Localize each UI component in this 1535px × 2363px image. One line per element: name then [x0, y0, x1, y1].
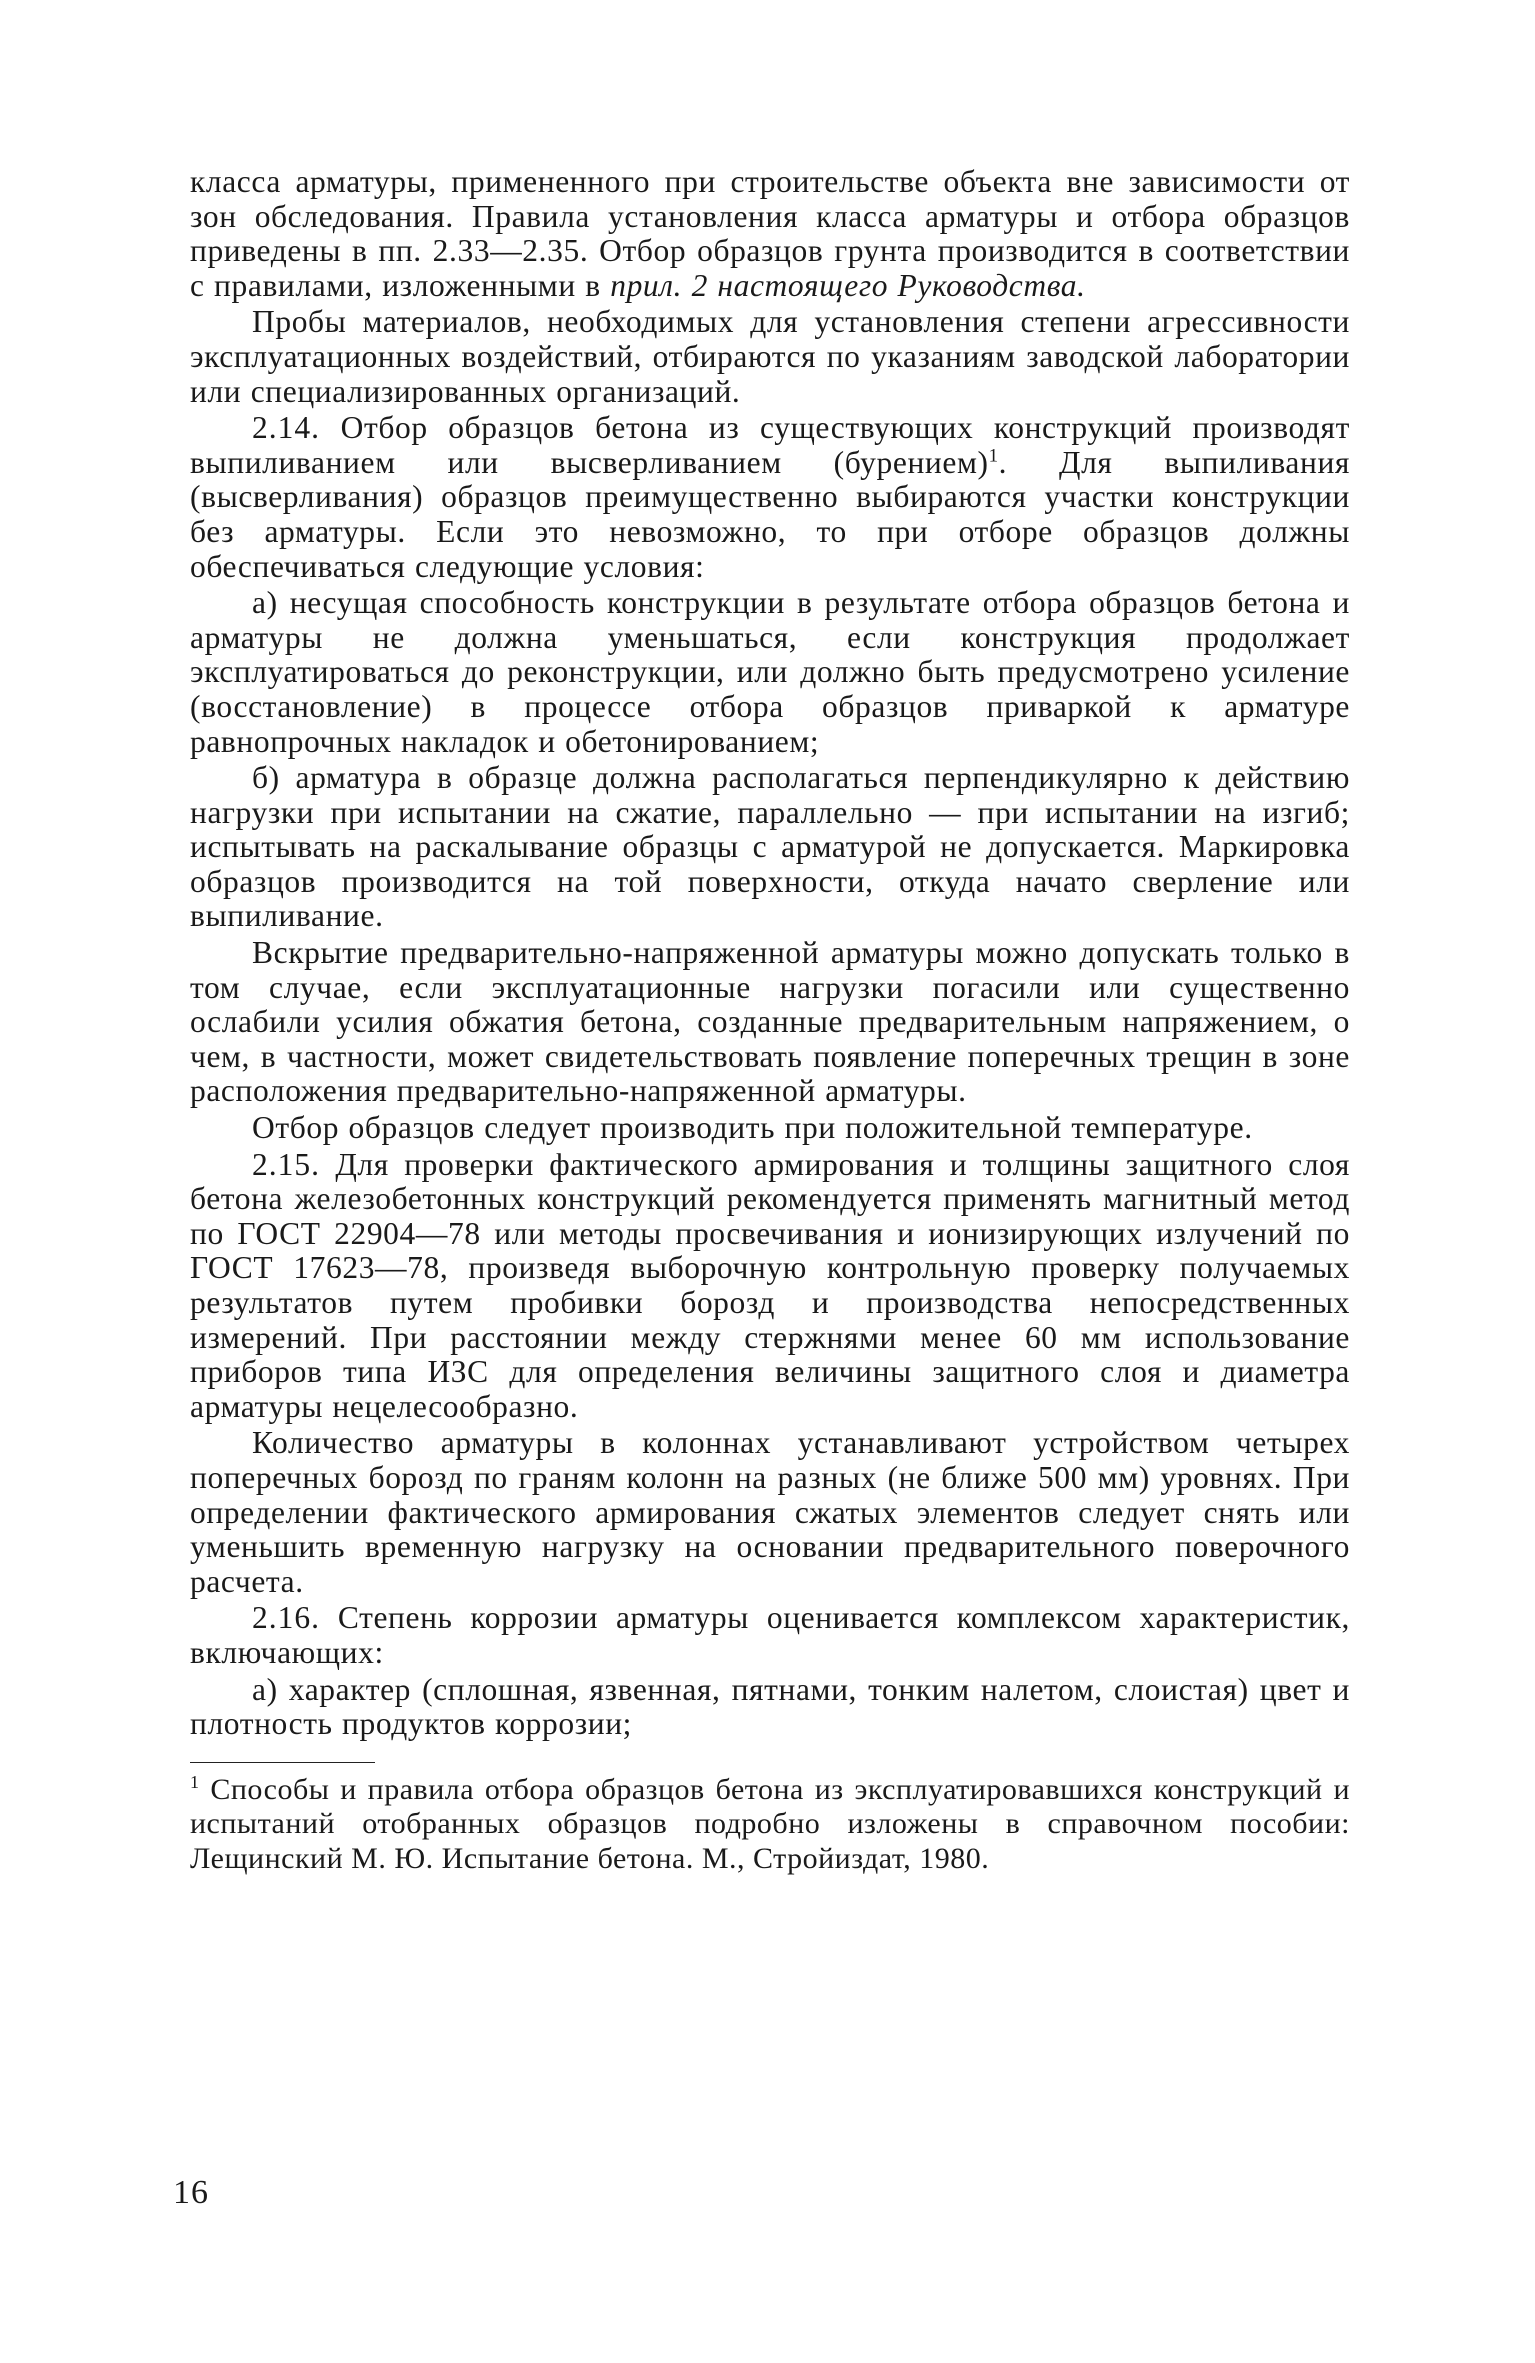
list-item-a [190, 586, 1350, 759]
paragraph-text: Для проверки фактического армирования и толщины защитного слоя бетона железобетонных конструкций рекомендуется применять магнитный метод по ГОСТ 22904—78 или методы просвечивания и ионизирующих излучений по ГОСТ 17623—78, произведя выборочную контрольную проверку получаемых результатов путем пробивки борозд и производства непосредственных измерений. При расстоянии между стержнями менее 60 мм использование приборов типа ИЗС для определения величины защитного слоя и диаметра арматуры нецелесообразно. [190, 1146, 1350, 1424]
list-item-a-corrosion [190, 1673, 1350, 1742]
paragraph-section-2-15 [190, 1148, 1350, 1425]
section-number: 2.16. [252, 1600, 320, 1636]
paragraph-text: б) арматура в образце должна располагаться перпендикулярно к действию нагрузки при испытании на сжатие, параллельно — при испытании на изгиб; испытывать на раскалывание образцы с арматурой не допускается. Маркировка образцов производится на той поверхности, откуда начато сверление или выпиливание. [190, 760, 1350, 934]
page-number: 16 [173, 2174, 209, 2211]
paragraph-italic-reference: прил. 2 настоящего Руководства. [610, 267, 1086, 303]
footnote-divider [190, 1762, 375, 1763]
page-content [190, 165, 1350, 1876]
paragraph-text: Отбор образцов бетона из существующих конструкций производят выпиливанием или высверливанием (бурением) [190, 410, 1350, 480]
paragraph-samples [190, 305, 1350, 409]
paragraph-text: Степень коррозии арматуры оценивается комплексом характеристик, включающих: [190, 1600, 1350, 1670]
paragraph-text: а) характер (сплошная, язвенная, пятнами, тонким налетом, слоистая) цвет и плотность продуктов коррозии; [190, 1671, 1350, 1742]
footnote-text: Способы и правила отбора образцов бетона из эксплуатировавшихся конструкций и испытаний отобранных образцов подробно изложены в справочном пособии: Лещинский М. Ю. Испытание бетона. М., Стройиздат, 1980. [190, 1772, 1350, 1875]
paragraph-text: Количество арматуры в колоннах устанавливают устройством четырех поперечных борозд по граням колонн на разных (не ближе 500 мм) уровнях. При определении фактического армирования сжатых элементов следует снять или уменьшить временную нагрузку на основании предварительного поверочного расчета. [190, 1425, 1350, 1599]
paragraph-text: . Для выпиливания (высверливания) образцов преимущественно выбираются участки конструкции без арматуры. Если это невозможно, то при отборе образцов должны обеспечиваться следующие условия: [190, 444, 1350, 584]
section-number: 2.14. [252, 410, 320, 446]
paragraph-text: Пробы материалов, необходимых для установления степени агрессивности эксплуатационных воздействий, отбираются по указаниям заводской лаборатории или специализированных организаций. [190, 304, 1350, 409]
paragraph-temperature [190, 1111, 1350, 1146]
paragraph-text: Отбор образцов следует производить при положительной температуре. [252, 1110, 1253, 1146]
paragraph-continuation [190, 165, 1350, 303]
paragraph-section-2-16 [190, 1601, 1350, 1670]
footnote [190, 1773, 1350, 1876]
paragraph-text: Вскрытие предварительно-напряженной арматуры можно допускать только в том случае, если эксплуатационные нагрузки погасили или существенно ослабили усилия обжатия бетона, созданные предварительным напряжением, о чем, в частности, может свидетельствовать появление поперечных трещин в зоне расположения предварительно-напряженной арматуры. [190, 935, 1350, 1109]
footnote-reference: 1 [988, 445, 999, 467]
paragraph-section-2-14 [190, 411, 1350, 584]
body-text [190, 165, 1350, 1742]
paragraph-prestressed [190, 936, 1350, 1109]
paragraph-text: класса арматуры, примененного при строительстве объекта вне зависимости от зон обследования. Правила установления класса арматуры и отбора образцов приведены в пп. 2.33—2.35. Отбор образцов грунта производится в соответствии с правилами, изложенными в [190, 164, 1350, 303]
footnote-mark: 1 [190, 1771, 200, 1792]
section-number: 2.15. [252, 1146, 320, 1182]
paragraph-text: а) несущая способность конструкции в результате отбора образцов бетона и арматуры не должна уменьшаться, если конструкция продолжает эксплуатироваться до реконструкции, или должно быть предусмотрено усиление (восстановление) в процессе отбора образцов приваркой к арматуре равнопрочных накладок и обетонированием; [190, 585, 1350, 759]
paragraph-columns [190, 1426, 1350, 1599]
list-item-b [190, 761, 1350, 934]
